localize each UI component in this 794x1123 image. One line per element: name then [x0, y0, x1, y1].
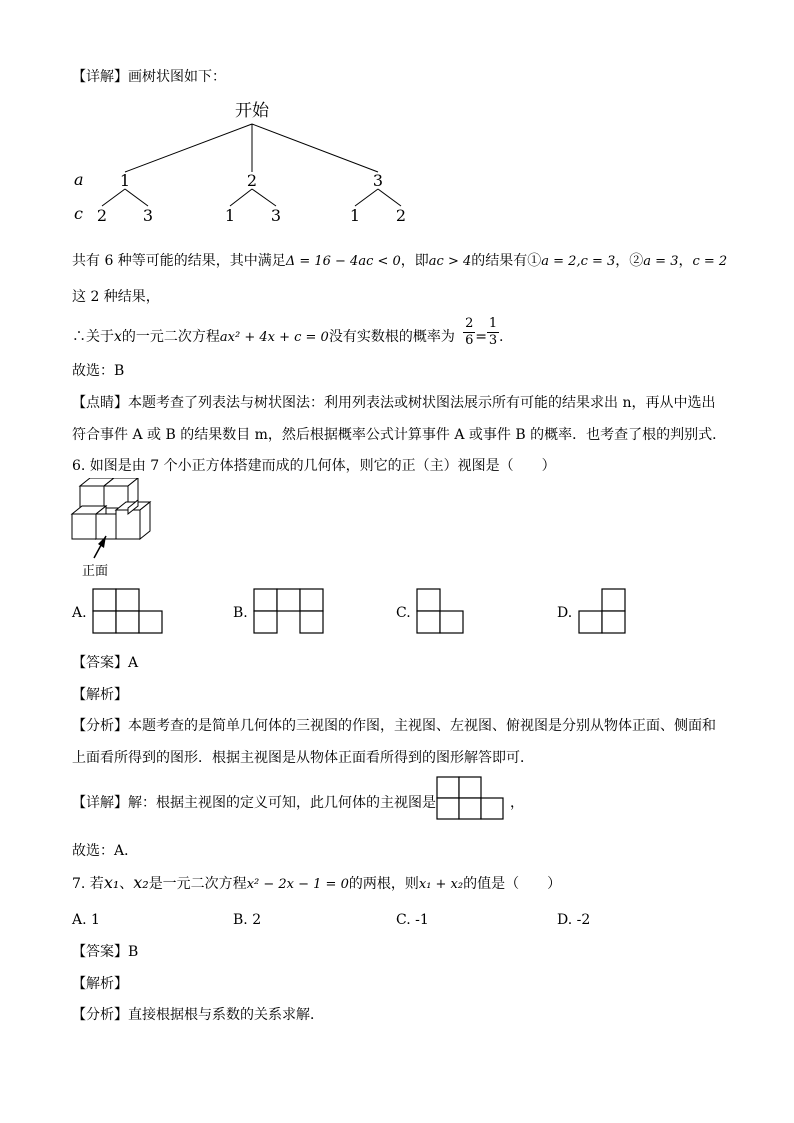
probability-line: ∴关于x的一元二次方程ax² + 4x + c = 0没有实数根的概率为 $\frac{2}{6}$ = $\frac{1}{3}$ .: [72, 316, 504, 348]
detail-heading: 【详解】画树状图如下：: [72, 69, 226, 85]
front-label: 正面: [82, 564, 109, 579]
front-view-figure: [436, 776, 508, 822]
question-7: 7. 若x₁、x₂是一元二次方程x² − 2x − 1 = 0的两根，则x₁ + x₂的值是（ ）: [72, 873, 562, 892]
tree-node: 2: [246, 171, 258, 190]
result-paragraph: 共有 6 种等可能的结果，其中满足Δ = 16 − 4ac < 0，即ac > 4的结果有①a = 2,c = 3，②a = 3，c = 2: [72, 253, 728, 269]
choice-6: 故选：A．: [72, 843, 139, 859]
tree-leaf: 1: [349, 206, 361, 225]
answer-6: 【答案】A: [72, 655, 139, 671]
tree-diagram: [60, 95, 440, 230]
option-b-label: B.: [233, 605, 248, 621]
detail-6: 【详解】解：根据主视图的定义可知，此几何体的主视图是: [72, 795, 436, 811]
analysis-7: 【解析】: [72, 976, 128, 992]
option-a-label: A.: [72, 605, 87, 621]
question-6: 6. 如图是由 7 个小正方体搭建而成的几何体，则它的正（主）视图是（ ）: [72, 458, 556, 474]
option-7d[interactable]: D. -2: [557, 912, 591, 928]
tree-leaf: 3: [270, 206, 282, 225]
analysis-6: 【解析】: [72, 687, 128, 703]
comment-line-2: 符合事件 A 或 B 的结果数目 m，然后根据概率公式计算事件 A 或事件 B 的概率．也考查了根的判别式．: [72, 427, 727, 443]
option-d-figure[interactable]: [578, 588, 630, 636]
tree-leaf: 1: [224, 206, 236, 225]
tree-leaf: 2: [96, 206, 108, 225]
tree-node: 1: [119, 171, 131, 190]
option-7b[interactable]: B. 2: [233, 912, 262, 928]
tree-branches: [102, 124, 401, 206]
row-c-label: c: [74, 204, 83, 223]
option-d-label: D.: [557, 605, 573, 621]
option-c-label: C.: [396, 605, 411, 621]
cube-figure: [68, 478, 168, 580]
option-a-figure[interactable]: [92, 588, 164, 636]
answer-7: 【答案】B: [72, 944, 139, 960]
fenxi-6-line-2: 上面看所得到的图形．根据主视图是从物体正面看所得到的图形解答即可．: [72, 750, 534, 766]
tree-root: 开始: [235, 101, 269, 121]
detail-6-end: ，: [510, 795, 524, 811]
tree-leaf: 2: [395, 206, 407, 225]
row-a-label: a: [74, 170, 84, 189]
result-count: 这 2 种结果，: [72, 289, 160, 305]
tree-node: 3: [372, 171, 384, 190]
fenxi-6-line-1: 【分析】本题考查的是简单几何体的三视图的作图，主视图、左视图、俯视图是分别从物体正面、侧面和: [72, 718, 716, 734]
option-7c[interactable]: C. -1: [396, 912, 429, 928]
fenxi-7: 【分析】直接根据根与系数的关系求解．: [72, 1007, 324, 1023]
tree-leaf: 3: [142, 206, 154, 225]
option-c-figure[interactable]: [416, 588, 468, 636]
option-b-figure[interactable]: [253, 588, 325, 636]
option-7a[interactable]: A. 1: [72, 912, 100, 928]
comment-line-1: 【点睛】本题考查了列表法与树状图法：利用列表法或树状图法展示所有可能的结果求出 n，再从中选出: [72, 395, 716, 411]
choice-line: 故选：B: [72, 363, 125, 379]
